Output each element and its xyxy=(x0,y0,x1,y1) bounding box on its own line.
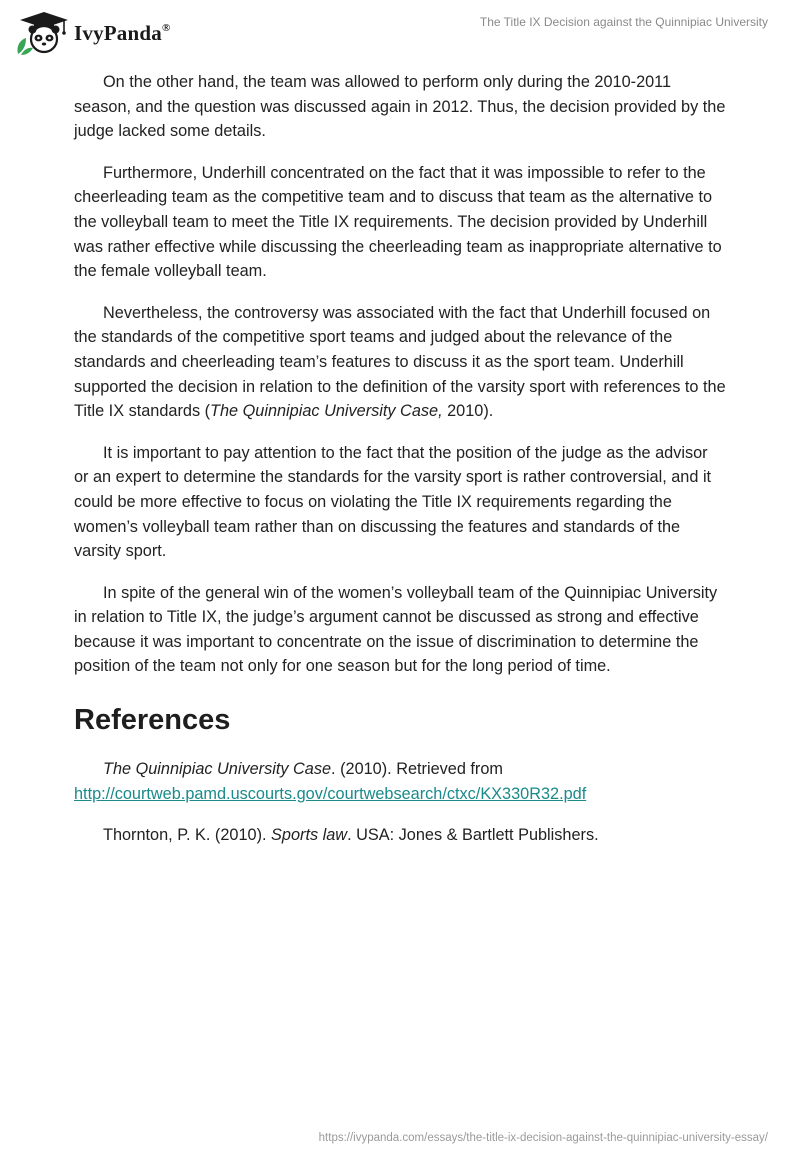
ivypanda-logo[interactable] xyxy=(14,8,194,58)
paragraph-3-citation-year: 2010). xyxy=(442,402,494,421)
reference-1-title: The Quinnipiac University Case xyxy=(103,760,332,779)
body-paragraph-4: It is important to pay attention to the fact that the position of the judge as the advisor or an expert to determine the standards for the varsity sport is rather controversial, and it could be more effective to focus on violating the Title IX requirements regarding the women’s volleyball team rather than on discussing the features and standards of the varsity sport. xyxy=(74,443,712,561)
reference-2-text: . USA: Jones & Bartlett Publishers. xyxy=(347,826,599,845)
paragraph-3-text: Nevertheless, the controversy was associated with the fact that Underhill focused on the standards of the competitive sport teams and judged about the relevance of the standards and cheerleading team’s features to discuss it as the sport team. Underhill supported the decision in relation to the definition of the varsity sport with references to the Title IX standards ( xyxy=(74,303,726,421)
reference-1-link[interactable]: http://courtweb.pamd.uscourts.gov/courtwebsearch/ctxc/KX330R32.pdf xyxy=(74,784,587,803)
body-paragraph-5: In spite of the general win of the women’s volleyball team of the Quinnipiac University in relation to Title IX, the judge’s argument cannot be discussed as strong and effective because it was important to concentrate on the issue of discrimination to determine the position of the team not only for one season but for the long period of time. xyxy=(74,583,718,676)
body-paragraph-3 xyxy=(74,301,726,424)
reference-item-1 xyxy=(74,757,726,806)
body-paragraph-2: Furthermore, Underhill concentrated on the fact that it was impossible to refer to the cheerleading team as the competitive team and to discuss that team as the alternative to the volleyball team to meet the Title IX requirements. The decision provided by Underhill was rather effective while discussing the cheerleading team as inappropriate alternative to the female volleyball team. xyxy=(74,163,722,281)
reference-2-author: Thornton, P. K. (2010). xyxy=(103,826,272,845)
body-paragraph-1: On the other hand, the team was allowed to perform only during the 2010-2011 season, and the question was discussed again in 2012. Thus, the decision provided by the judge lacked some details. xyxy=(74,73,726,141)
paragraph-3-citation-title: The Quinnipiac University Case, xyxy=(210,402,443,421)
running-title: The Title IX Decision against the Quinnipiac University xyxy=(479,15,768,29)
page-header xyxy=(0,0,800,64)
footer-url: https://ivypanda.com/essays/the-title-ix-decision-against-the-quinnipiac-university-essay/ xyxy=(318,1132,768,1144)
logo-wordmark xyxy=(74,21,170,46)
reference-1-text: . (2010). Retrieved from xyxy=(331,760,503,779)
reference-2-title: Sports law xyxy=(271,826,348,845)
essay-content xyxy=(74,70,726,865)
references-heading: References xyxy=(74,704,231,737)
registered-mark: ® xyxy=(161,21,171,34)
logo-name: IvyPanda xyxy=(74,20,162,45)
reference-item-2 xyxy=(74,823,726,848)
panda-graduate-icon xyxy=(14,10,72,56)
